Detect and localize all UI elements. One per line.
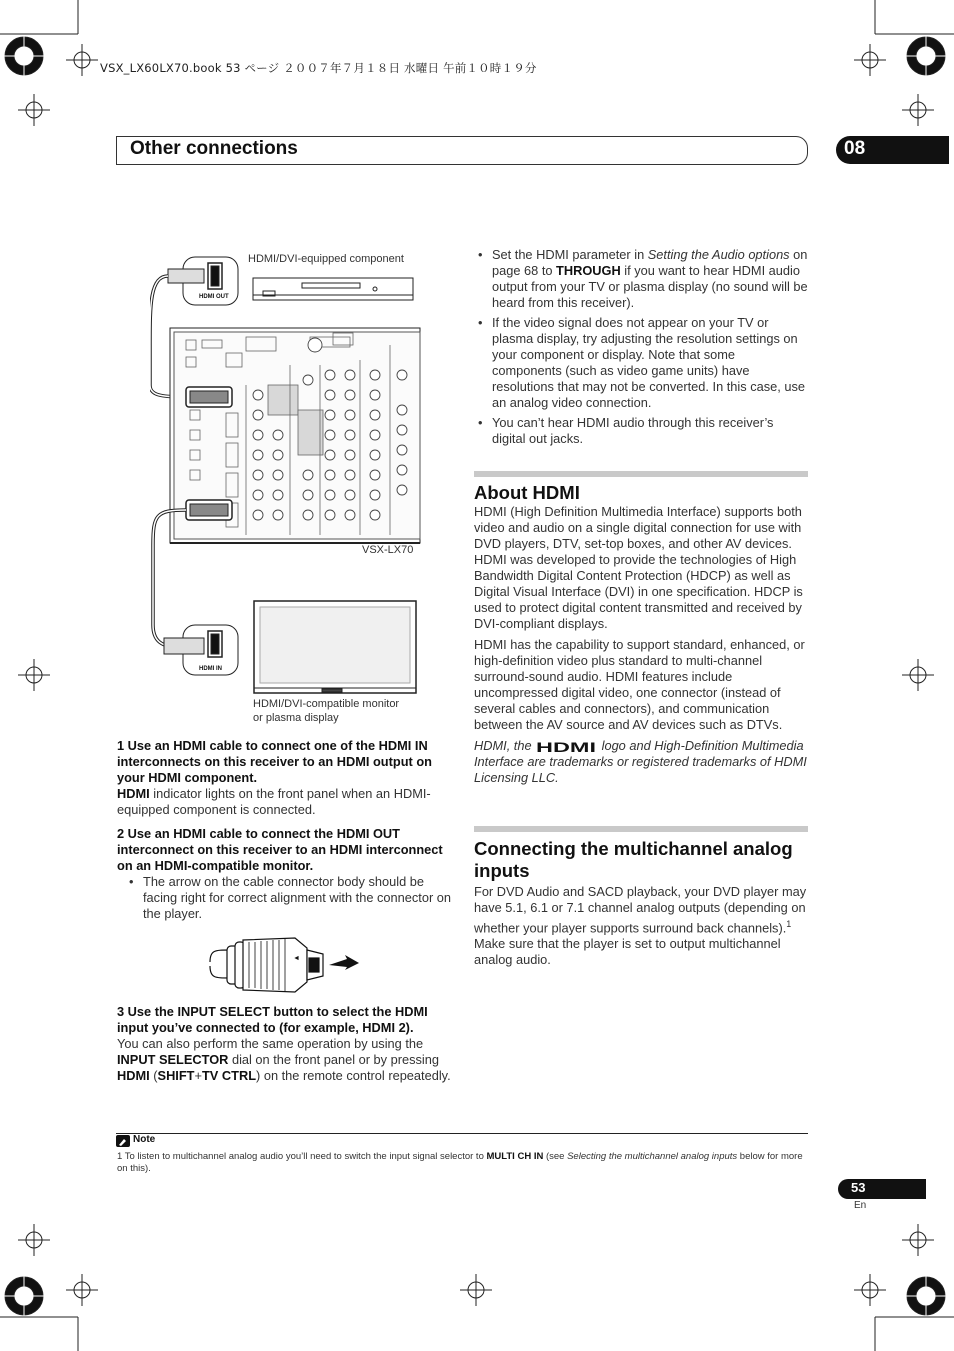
note-text-3: below for more on this).	[117, 1151, 803, 1174]
hdmi-connection-diagram	[150, 245, 460, 725]
component-label: HDMI/DVI-equipped component	[248, 253, 404, 265]
note-text-2: (see	[543, 1151, 568, 1162]
bullet-hdmi-parameter	[474, 247, 808, 311]
about-hdmi-heading: About HDMI	[474, 482, 580, 503]
language-code: En	[854, 1200, 867, 1211]
bullet-1-text-1: Set the HDMI parameter in	[492, 247, 648, 262]
multichannel-text-1: For DVD Audio and SACD playback, your DVD player may have 5.1, 6.1 or 7.1 channel analog outputs (depending on whether your player supports surround back channels).	[474, 884, 807, 936]
page-number: 53	[851, 1180, 866, 1195]
step-3-heading: 3 Use the INPUT SELECT button to select the HDMI input you’ve connected to (for example, HDMI 2).	[117, 1004, 428, 1035]
receiver-model-label: VSX-LX70	[362, 544, 414, 556]
multichannel-rule	[474, 826, 808, 832]
step-3	[117, 1004, 455, 1084]
step-3-text-1: You can also perform the same operation by using the	[117, 1036, 424, 1051]
note-rule	[116, 1133, 808, 1134]
step-3-text-5: ) on the remote control repeatedly.	[256, 1068, 451, 1083]
hdmi-trademark-note	[474, 738, 808, 786]
multichannel-section	[474, 838, 808, 968]
step-2-bullet: • The arrow on the cable connector body should be facing right for correct alignment with the connector on the player.	[125, 874, 455, 922]
hdmi-logo	[536, 740, 598, 753]
step-1	[117, 738, 455, 818]
note-label: Note	[133, 1134, 156, 1145]
step-3-text-2: dial on the front panel or by pressing	[228, 1052, 439, 1067]
multichannel-text-2: Make sure that the player is set to output multichannel analog audio.	[474, 936, 781, 968]
bullet-digital-out: • You can’t hear HDMI audio through this receiver’s digital out jacks.	[474, 415, 808, 447]
multichannel-paragraph	[474, 884, 808, 968]
shift-term: SHIFT	[157, 1068, 195, 1083]
bullet-1-reference: Setting the Audio options	[647, 247, 790, 262]
note-icon	[116, 1135, 130, 1147]
multichannel-heading: Connecting the multichannel analog inputs	[474, 838, 793, 881]
footnote-reference: 1	[786, 919, 792, 929]
bullet-video-signal: • If the video signal does not appear on your TV or plasma display, try adjusting the resolution settings on your component or display. Note that some components (such as video game units) have resolutions that may not be converted. In this case, use an analog video connection.	[474, 315, 808, 411]
monitor-label-line-2: or plasma display	[253, 712, 339, 724]
note-text	[117, 1151, 807, 1175]
step-3-text-4: +	[194, 1068, 202, 1083]
about-hdmi-paragraph-1: HDMI (High Definition Multimedia Interface) supports both video and audio on a single digital connection for use with DVD players, DTV, set-top boxes, and other AV devices. HDMI was developed to provide the technologies of High Bandwidth Digital Content Protection (HDCP) as well as Digital Visual Interface (DVI) in one specification. HDCP is used to protect digital content transmitted and received by DVI-compliant displays.	[474, 504, 803, 631]
step-2-heading: 2 Use an HDMI cable to connect the HDMI OUT interconnect on this receiver to an HDMI interconnect on an HDMI-compatible monitor.	[117, 826, 443, 873]
bullet-1-text-2: on page 68 to	[492, 247, 808, 278]
section-title: Other connections	[130, 138, 298, 159]
hdmi-button-term: HDMI	[117, 1068, 150, 1083]
note-text-1: 1 To listen to multichannel analog audio you’ll need to switch the input signal selector to	[117, 1151, 487, 1162]
about-hdmi-paragraph-2: HDMI has the capability to support standard, enhanced, or high-definition video plus standard to multi-channel surround-sound audio. HDMI features include uncompressed digital video, one connector (instead of several cables and connectors), and communication between the AV source and AV devices such as DTVs.	[474, 637, 805, 732]
step-2	[117, 826, 455, 922]
trademark-text-2: logo and High-Definition Multimedia Interface are trademarks or registered trademarks of HDMI Licensing LLC.	[474, 738, 807, 785]
trademark-text-1: HDMI, the	[474, 738, 532, 753]
step-1-body	[117, 786, 455, 818]
multi-ch-in-term: MULTI CH IN	[486, 1151, 544, 1162]
hdmi-term: HDMI	[117, 786, 150, 801]
step-3-body	[117, 1036, 455, 1084]
monitor-label-line-1: HDMI/DVI-compatible monitor	[253, 698, 400, 710]
monitor-label	[253, 697, 399, 725]
step-1-text: indicator lights on the front panel when an HDMI-equipped component is connected.	[117, 786, 431, 817]
print-header: VSX_LX60LX70.book 53 ページ ２００７年７月１８日 水曜日 午前１０時１９分	[100, 61, 537, 75]
svg-text:◄: ◄	[293, 955, 300, 962]
about-hdmi-section	[474, 482, 808, 786]
hdmi-in-label: HDMI IN	[199, 666, 222, 672]
hdmi-logo-text: HDMI	[535, 740, 596, 754]
note-reference: Selecting the multichannel analog inputs	[567, 1151, 738, 1162]
bullet-1-text-3: if you want to hear HDMI audio output from your TV or plasma display (no sound will be heard from this receiver).	[492, 263, 808, 310]
through-term: THROUGH	[556, 263, 621, 278]
about-hdmi-rule	[474, 471, 808, 477]
input-selector-term: INPUT SELECTOR	[117, 1052, 229, 1067]
hdmi-bullets	[474, 247, 808, 447]
hdmi-plug-illustration	[205, 932, 365, 998]
chapter-number: 08	[844, 138, 866, 159]
tv-ctrl-term: TV CTRL	[201, 1068, 257, 1083]
step-1-heading: 1 Use an HDMI cable to connect one of the HDMI IN interconnects on this receiver to an HDMI output on your HDMI component.	[117, 738, 432, 785]
step-3-text-3: (	[149, 1068, 158, 1083]
hdmi-out-label: HDMI OUT	[199, 294, 229, 300]
